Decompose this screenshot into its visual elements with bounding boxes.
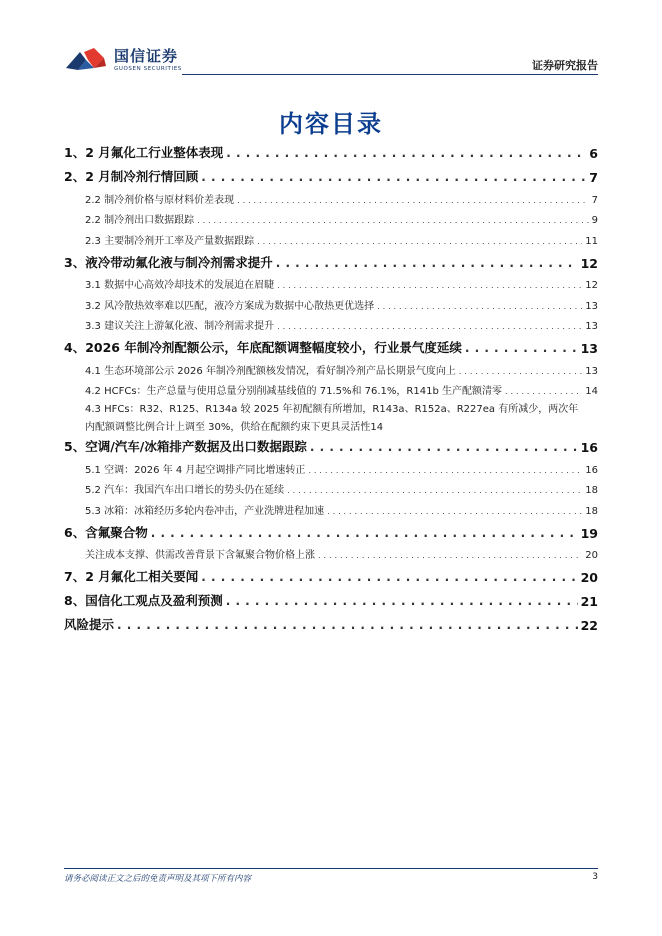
toc-entry[interactable] (64, 564, 598, 588)
toc-entry-label: 5、空调/汽车/冰箱排产数据及出口数据跟踪 (64, 439, 307, 454)
toc-entry[interactable] (64, 520, 598, 544)
guosen-logo-icon (64, 46, 108, 74)
toc-subentry-label: 3.2 风冷散热效率难以匹配，液冷方案成为数据中心散热更优选择 (85, 300, 375, 312)
toc-leader (377, 302, 582, 315)
toc-entry[interactable] (64, 434, 598, 458)
toc-leader (197, 216, 589, 229)
toc-subentry-label: 4.1 生态环境部公示 2026 年制冷剂配额核发情况，看好制冷剂产品长期景气度向上 (85, 365, 456, 377)
toc-subentry-label: 5.2 汽车：我国汽车出口增长的势头仍在延续 (85, 485, 285, 496)
toc-leader (318, 551, 582, 564)
toc-subentry[interactable] (64, 274, 598, 295)
toc-leader (201, 570, 577, 588)
toc-leader (276, 256, 578, 274)
page-number: 3 (592, 872, 598, 882)
toc-subentry-page: 13 (585, 321, 598, 332)
toc-entry-label: 2、2 月制冷剂行情回顾 (64, 169, 199, 184)
toc-leader (308, 466, 582, 479)
toc-subentry-label: 5.1 空调：2026 年 4 月起空调排产同比增速转正 (85, 464, 306, 476)
toc-subentry[interactable] (64, 209, 598, 230)
toc-subentry[interactable] (64, 229, 598, 250)
toc-leader (226, 146, 586, 164)
page-title: 内容目录 (279, 110, 383, 138)
toc-leader (151, 526, 578, 544)
toc-leader (277, 322, 582, 335)
toc-entry-page: 16 (580, 440, 598, 455)
toc-subentry-page: 12 (585, 280, 598, 291)
toc-leader (287, 486, 582, 499)
toc-entry-page: 6 (589, 146, 598, 161)
toc-subentry-label: 3.1 数据中心高效冷却技术的发展迫在眉睫 (85, 280, 275, 291)
toc-leader (277, 281, 582, 294)
toc-entry-label: 风险提示 (64, 617, 115, 632)
toc-subentry-label: 2.3 主要制冷剂开工率及产量数据跟踪 (85, 235, 255, 247)
toc-subentry[interactable] (64, 479, 598, 500)
footer-disclaimer[interactable]: 请务必阅读正文之后的免责声明及其项下所有内容 (64, 874, 252, 884)
toc-subentry-page: 7 (591, 194, 598, 206)
toc-subentry-page: 9 (591, 215, 598, 226)
toc-entry-page: 19 (580, 525, 598, 541)
toc-subentry[interactable] (64, 359, 598, 380)
toc-entry[interactable] (64, 588, 598, 612)
toc-entry-page: 12 (580, 255, 598, 271)
toc-subentry-page: 18 (585, 485, 598, 496)
toc-subentry-page: 16 (585, 464, 598, 476)
page-header (0, 0, 662, 80)
toc-entry-page: 13 (580, 341, 598, 356)
toc-subentry-label: 2.2 制冷剂出口数据跟踪 (85, 215, 195, 226)
table-of-contents (64, 140, 598, 636)
toc-entry-page: 22 (580, 618, 598, 633)
toc-leader (505, 387, 582, 400)
toc-leader (237, 196, 589, 209)
toc-entry[interactable] (64, 612, 598, 636)
toc-subentry-label: 关注成本支撑、供需改善背景下含氟聚合物价格上涨 (85, 550, 315, 561)
toc-subentry[interactable] (64, 188, 598, 209)
company-logo (64, 46, 182, 74)
toc-entry[interactable] (64, 335, 598, 359)
toc-subentry-page: 11 (585, 235, 598, 247)
toc-leader (201, 170, 586, 188)
toc-entry[interactable] (64, 140, 598, 164)
toc-subentry-page: 14 (370, 422, 384, 433)
toc-leader (226, 594, 578, 612)
toc-subentry-page: 20 (585, 550, 598, 561)
toc-leader (465, 341, 578, 359)
toc-leader (327, 507, 582, 520)
logo-en-text: GUOSEN SECURITIES (114, 65, 182, 72)
toc-entry-label: 7、2 月氟化工相关要闻 (64, 569, 199, 584)
toc-subentry-page: 14 (585, 386, 598, 397)
toc-entry-label: 6、含氟聚合物 (64, 524, 148, 540)
toc-subentry[interactable] (64, 380, 598, 401)
header-divider (182, 74, 598, 75)
toc-subentry-label-line1: 4.3 HFCs：R32、R125、R134a 较 2025 年初配额有所增加，R143a、R152a、R227ea 有所减少，两次年 (85, 404, 579, 415)
toc-leader (459, 367, 582, 380)
toc-subentry[interactable] (64, 458, 598, 479)
toc-leader (310, 440, 578, 458)
toc-entry-page: 21 (580, 594, 598, 609)
toc-subentry-label-line2: 内配额调整比例合计上调至 30%，供给在配额约束下更具灵活性 (85, 422, 371, 433)
toc-leader (257, 237, 582, 250)
toc-entry-label: 3、液冷带动氟化液与制冷剂需求提升 (64, 254, 273, 270)
footer-divider (64, 868, 598, 869)
toc-entry-page: 7 (589, 170, 598, 185)
toc-entry-label: 1、2 月氟化工行业整体表现 (64, 145, 224, 160)
toc-leader (117, 618, 578, 636)
toc-subentry[interactable] (64, 400, 598, 434)
toc-entry[interactable] (64, 164, 598, 188)
toc-subentry-page: 18 (585, 505, 598, 517)
toc-entry[interactable] (64, 250, 598, 274)
toc-subentry-page: 13 (585, 365, 598, 377)
toc-subentry[interactable] (64, 315, 598, 336)
toc-subentry-label: 4.2 HCFCs：生产总量与使用总量分别削减基线值的 71.5%和 76.1%，R141b 生产配额清零 (85, 386, 502, 397)
logo-cn-text: 国信证券 (114, 46, 179, 65)
toc-subentry-page: 13 (585, 300, 598, 312)
toc-entry-label: 8、国信化工观点及盈利预测 (64, 593, 223, 608)
toc-subentry-label: 3.3 建议关注上游氟化液、制冷剂需求提升 (85, 321, 275, 332)
report-type-label: 证券研究报告 (532, 59, 598, 72)
toc-subentry[interactable] (64, 544, 598, 565)
toc-subentry[interactable] (64, 499, 598, 520)
toc-entry-label: 4、2026 年制冷剂配额公示，年底配额调整幅度较小，行业景气度延续 (64, 340, 462, 355)
toc-subentry-label: 2.2 制冷剂价格与原材料价差表现 (85, 194, 235, 206)
toc-subentry[interactable] (64, 294, 598, 315)
toc-subentry-label: 5.3 冰箱：冰箱经历多轮内卷冲击，产业洗牌进程加速 (85, 505, 325, 517)
toc-entry-page: 20 (580, 570, 598, 585)
